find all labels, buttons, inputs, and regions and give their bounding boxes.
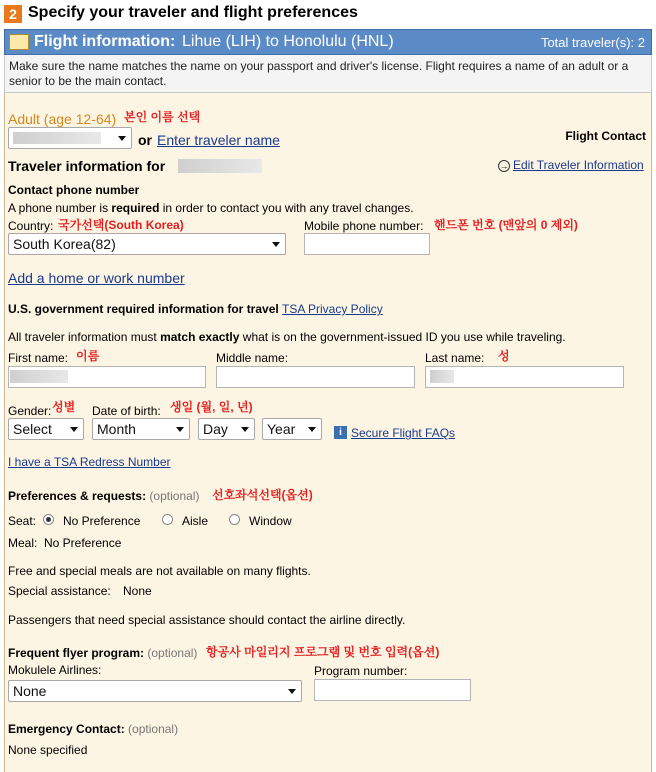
- gov-info-heading: U.S. government required information for travel: [8, 302, 279, 316]
- gov-desc-post: what is on the government-issued ID you use while traveling.: [239, 330, 566, 344]
- tsa-privacy-link[interactable]: TSA Privacy Policy: [282, 302, 383, 316]
- emergency-value: None specified: [8, 743, 88, 757]
- preferences-note: 선호좌석선택(옵션): [212, 488, 313, 502]
- dob-label: Date of birth:: [92, 404, 161, 418]
- enter-traveler-name-link[interactable]: Enter traveler name: [157, 132, 280, 148]
- special-assistance-value: None: [123, 584, 152, 598]
- total-travelers: Total traveler(s): 2: [540, 35, 645, 50]
- program-number-input[interactable]: [314, 679, 471, 701]
- gov-desc-pre: All traveler information must: [8, 330, 161, 344]
- chevron-down-icon: [288, 689, 296, 694]
- adult-age-label: Adult (age 12-64): [8, 111, 117, 127]
- redacted-last-name: [430, 370, 454, 383]
- emergency-heading: [8, 722, 178, 736]
- phone-desc-pre: A phone number is: [8, 201, 112, 215]
- day-select[interactable]: [198, 418, 255, 440]
- redacted-first-name: [10, 370, 68, 383]
- chevron-down-icon: [272, 242, 280, 247]
- middle-name-input[interactable]: [216, 366, 415, 388]
- add-home-work-link[interactable]: Add a home or work number: [8, 270, 185, 286]
- name-match-notice: Make sure the name matches the name on your passport and driver's license. Flight requires a name of an adult or a senior to be the main contact.: [4, 55, 652, 93]
- country-value: South Korea(82): [13, 236, 116, 252]
- program-number-label: Program number:: [314, 664, 408, 678]
- dob-note: 생일 (월, 일, 년): [170, 400, 253, 414]
- meal-value: No Preference: [44, 536, 122, 550]
- seat-label: Seat:: [8, 514, 37, 528]
- airline-label: Mokulele Airlines:: [8, 663, 102, 677]
- chevron-down-icon: [70, 427, 78, 432]
- mobile-label: Mobile phone number:: [304, 219, 424, 233]
- phone-required-desc: [8, 201, 414, 215]
- phone-desc-post: in order to contact you with any travel changes.: [159, 201, 414, 215]
- middle-name-label: Middle name:: [216, 351, 289, 365]
- flight-route: Lihue (LIH) to Honolulu (HNL): [182, 33, 394, 50]
- edit-traveler-link[interactable]: Edit Traveler Information: [513, 158, 644, 172]
- mobile-phone-input[interactable]: [304, 233, 430, 255]
- contact-phone-heading: Contact phone number: [8, 183, 140, 197]
- or-text: or: [138, 132, 152, 148]
- seat-aisle-radio[interactable]: [162, 514, 173, 525]
- redacted-name: [13, 132, 101, 144]
- match-exactly-desc: [8, 330, 566, 344]
- ffp-title: Frequent flyer program:: [8, 646, 145, 660]
- tsa-redress-link[interactable]: I have a TSA Redress Number: [8, 455, 171, 469]
- month-value: Month: [97, 421, 136, 437]
- last-name-input[interactable]: [425, 366, 624, 388]
- phone-desc-required: required: [111, 201, 160, 215]
- year-select[interactable]: [262, 418, 322, 440]
- chevron-down-icon: [118, 136, 126, 141]
- ffp-optional: (optional): [147, 646, 198, 660]
- preferences-title: Preferences & requests:: [8, 489, 147, 503]
- year-value: Year: [267, 421, 296, 437]
- chevron-down-icon: [241, 427, 249, 432]
- country-note: 국가선택(South Korea): [58, 218, 184, 232]
- seat-option-aisle: Aisle: [182, 514, 209, 528]
- chevron-down-icon: [176, 427, 184, 432]
- step-number-badge: 2: [4, 5, 22, 23]
- chevron-down-icon: [308, 427, 316, 432]
- ffp-airline-select[interactable]: [8, 680, 302, 702]
- gender-label: Gender:: [8, 404, 52, 418]
- select-name-note: 본인 이름 선택: [124, 110, 201, 124]
- meal-info: Free and special meals are not available on many flights.: [8, 564, 311, 578]
- first-name-label: First name:: [8, 351, 69, 365]
- flight-contact-label: Flight Contact: [565, 129, 646, 143]
- ffp-airline-value: None: [13, 683, 47, 699]
- ffp-heading: [8, 646, 197, 660]
- mobile-note: 핸드폰 번호 (맨앞의 0 제외): [434, 218, 578, 232]
- seat-window-radio[interactable]: [229, 514, 240, 525]
- ffp-note: 항공사 마일리지 프로그램 및 번호 입력(옵션): [206, 645, 440, 659]
- seat-no-preference-radio[interactable]: [43, 514, 54, 525]
- country-label: Country:: [8, 219, 54, 233]
- emergency-optional: (optional): [128, 722, 179, 736]
- meal-label: Meal:: [8, 536, 38, 550]
- info-icon: i: [334, 426, 347, 439]
- gender-value: Select: [13, 421, 52, 437]
- special-assistance-label: Special assistance:: [8, 584, 111, 598]
- airplane-icon: [9, 34, 29, 50]
- gender-select[interactable]: [8, 418, 84, 440]
- month-select[interactable]: [92, 418, 190, 440]
- gender-note: 성별: [52, 400, 76, 414]
- preferences-optional: (optional): [149, 489, 200, 503]
- first-name-input[interactable]: [8, 366, 206, 388]
- step-title: Specify your traveler and flight preferences: [28, 4, 358, 21]
- last-name-label: Last name:: [425, 351, 485, 365]
- secure-flight-faqs-link[interactable]: Secure Flight FAQs: [351, 426, 456, 440]
- redacted-traveler-name: [178, 159, 262, 173]
- flight-info-label: Flight information:: [34, 33, 176, 50]
- seat-option-no-preference: No Preference: [63, 514, 141, 528]
- country-select[interactable]: [8, 233, 286, 255]
- last-name-note: 성: [498, 349, 510, 363]
- traveler-name-select[interactable]: [8, 127, 132, 149]
- edit-icon: →: [499, 161, 509, 171]
- seat-option-window: Window: [249, 514, 292, 528]
- day-value: Day: [203, 421, 228, 437]
- flight-info-header: [4, 29, 652, 55]
- gov-desc-match: match exactly: [160, 330, 240, 344]
- assistance-info: Passengers that need special assistance should contact the airline directly.: [8, 613, 406, 627]
- first-name-note: 이름: [76, 349, 100, 363]
- traveler-info-heading: Traveler information for: [8, 158, 166, 174]
- preferences-heading: [8, 489, 199, 503]
- emergency-title: Emergency Contact:: [8, 722, 125, 736]
